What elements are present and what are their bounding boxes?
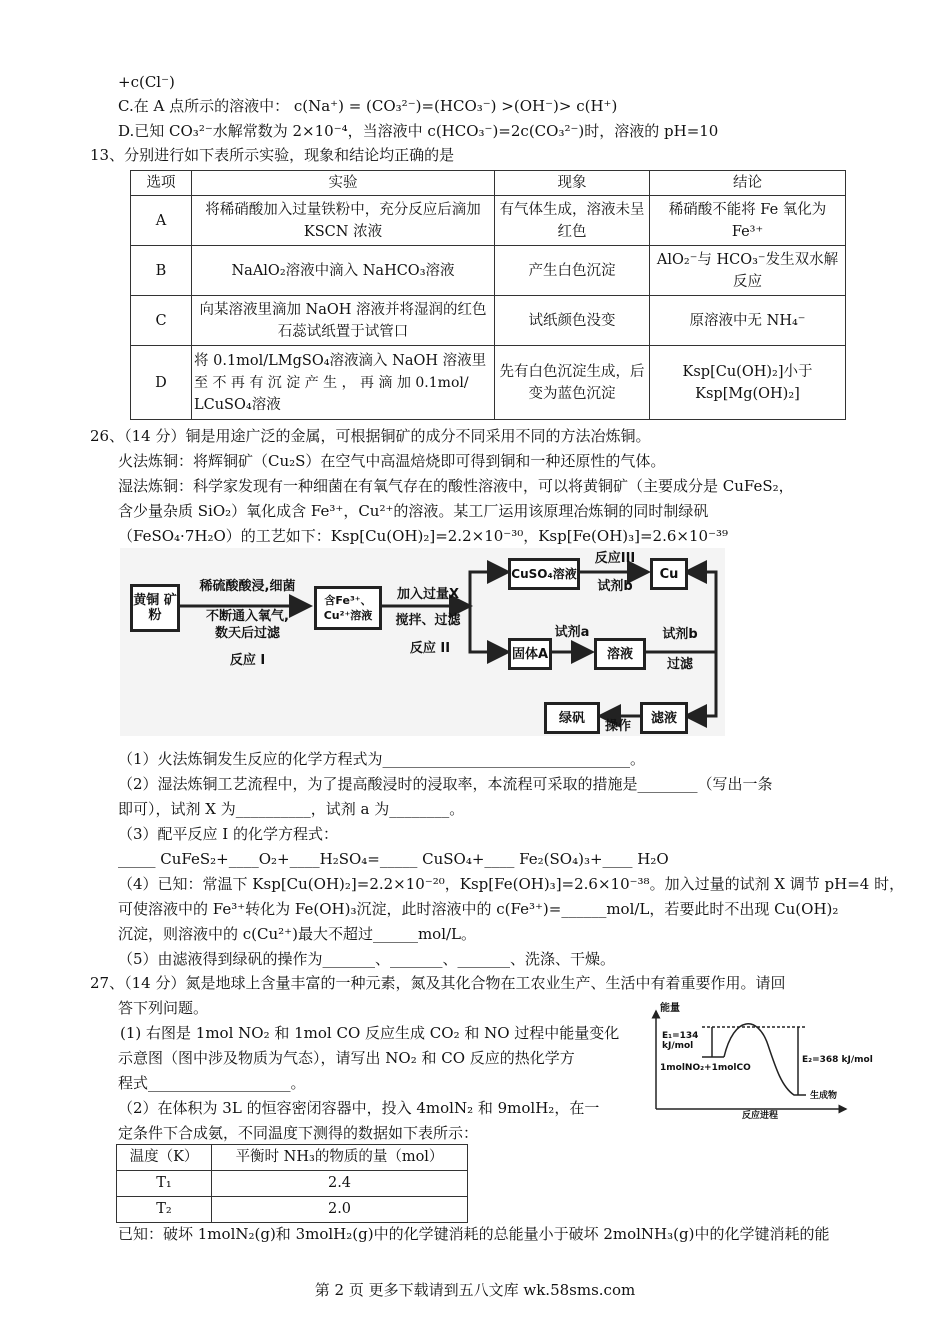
table-cell: 有气体生成，溶液未呈红色 (495, 196, 650, 246)
text-line: 程式___________________。 (118, 1074, 306, 1092)
sub-question-1: (1) 右图是 1mol NO₂ 和 1mol CO 反应生成 CO₂ 和 NO 过程中能量变化 (120, 1024, 620, 1042)
table-cell: T₂ (117, 1197, 212, 1223)
cell-line: Ksp[Mg(OH)₂] (695, 385, 800, 402)
e1-label: E₁=134 (662, 1031, 699, 1041)
table-cell: C (131, 296, 192, 346)
table-cell: NaAlO₂溶液中滴入 NaHCO₃溶液 (192, 246, 495, 296)
table-cell: AlO₂⁻与 HCO₃⁻发生双水解反应 (650, 246, 846, 296)
table-cell: 原溶液中无 NH₄⁻ (650, 296, 846, 346)
filtrate-box: 滤液 (640, 702, 688, 734)
table-cell: T₁ (117, 1171, 212, 1197)
flow-label: 试剂b (597, 579, 633, 594)
text-line: 沉淀，则溶液中的 c(Cu²⁺)最大不超过______mol/L。 (118, 925, 477, 943)
ore-box: 黄铜 矿粉 (130, 584, 180, 632)
text-line: 已知：破坏 1molN₂(g)和 3molH₂(g)中的化学键消耗的总能量小于破坏 2molNH₃(g)中的化学键消耗的能 (118, 1225, 830, 1243)
sub-question-2: （2）在体积为 3L 的恒容密闭容器中，投入 4molN₂ 和 9molH₂，在一 (118, 1099, 600, 1117)
table-header: 结论 (650, 171, 846, 196)
text-line: 即可），试剂 X 为__________，试剂 a 为________。 (118, 800, 465, 818)
table-row (117, 1197, 468, 1223)
table-header: 现象 (495, 171, 650, 196)
table-row (131, 196, 846, 246)
process-flow-diagram (120, 548, 725, 736)
flow-label: 试剂a (554, 625, 590, 640)
table-cell (650, 346, 846, 420)
table-row (131, 346, 846, 420)
flow-label: 不断通入氧气, 数天后过滤 (206, 609, 289, 641)
solid-a-box: 固体A (508, 638, 552, 670)
cell-line: Ksp[Cu(OH)₂]小于 (682, 363, 813, 380)
table-cell: 稀硝酸不能将 Fe 氧化为 Fe³⁺ (650, 196, 846, 246)
equation: _____ CuFeS₂+____O₂+____H₂SO₄=_____ CuSO₄+____ Fe₂(SO₄)₃+____ H₂O (118, 850, 669, 868)
question-27: 27、（14 分）氮是地球上含量丰富的一种元素，氮及其化合物在工农业生产、生活中有着重要作用。请回 (90, 974, 786, 992)
sub-question-4: （4）已知：常温下 Ksp[Cu(OH)₂]=2.2×10⁻²⁰，Ksp[Fe(OH)₃]=2.6×10⁻³⁸。加入过量的试剂 X 调节 pH=4 时， (118, 875, 905, 893)
e1-unit: kJ/mol (662, 1041, 694, 1051)
text-line: 定条件下合成氨，不同温度下测得的数据如下表所示： (118, 1124, 479, 1142)
table-cell: 试纸颜色没变 (495, 296, 650, 346)
flow-label: 过滤 (666, 657, 693, 672)
table-cell: A (131, 196, 192, 246)
energy-diagram (646, 1003, 873, 1123)
table-cell: 先有白色沉淀生成，后变为蓝色沉淀 (495, 346, 650, 420)
text-line: 含少量杂质 SiO₂）氧化成含 Fe³⁺，Cu²⁺的溶液。某工厂运用该原理冶炼铜的同时制绿矾 (118, 502, 709, 520)
text-line: +c(Cl⁻) (118, 73, 175, 91)
solution-box: 溶液 (594, 638, 646, 670)
table-header: 温度（K） (117, 1145, 212, 1171)
solution-box: 含Fe³⁺、 Cu²⁺溶液 (314, 586, 382, 630)
green-vitriol-box: 绿矾 (544, 702, 600, 734)
table-cell: 向某溶液里滴加 NaOH 溶液并将湿润的红色石蕊试纸置于试管口 (192, 296, 495, 346)
reactants-label: 1molNO₂+1molCO (660, 1063, 751, 1073)
cu-box: Cu (650, 558, 688, 590)
flow-label: 加入过量X (396, 587, 460, 602)
text-line: 可使溶液中的 Fe³⁺转化为 Fe(OH)₃沉淀，此时溶液中的 c(Fe³⁺)=______mol/L，若要此时不出现 Cu(OH)₂ (118, 900, 839, 918)
flow-label: 反应 II (409, 641, 451, 656)
text-line: 湿法炼铜：科学家发现有一种细菌在有氧气存在的酸性溶液中，可以将黄铜矿（主要成分是 CuFeS₂， (118, 477, 794, 495)
cell-line: LCuSO₄溶液 (194, 396, 281, 413)
text-line: 示意图（图中涉及物质为气态），请写出 NO₂ 和 CO 反应的热化学方 (118, 1049, 575, 1067)
table-cell: 2.4 (212, 1171, 468, 1197)
table-cell: 将稀硝酸加入过量铁粉中，充分反应后滴加 KSCN 浓液 (192, 196, 495, 246)
flow-label: 搅拌、过滤 (395, 613, 461, 628)
question-13: 13、分别进行如下表所示实验，现象和结论均正确的是 (90, 146, 455, 164)
table-cell: B (131, 246, 192, 296)
flow-label: 稀硫酸酸浸,细菌 (199, 579, 296, 594)
e2-label: E₂=368 kJ/mol (802, 1055, 873, 1065)
question-26: 26、（14 分）铜是用途广泛的金属，可根据铜矿的成分不同采用不同的方法冶炼铜。 (90, 427, 651, 445)
text-line: 答下列问题。 (118, 999, 209, 1017)
chart-xlabel: 反应进程 (742, 1111, 779, 1121)
table-row (117, 1171, 468, 1197)
option-c: C.在 A 点所示的溶液中： c(Na⁺) = (CO₃²⁻)=(HCO₃⁻) >(OH⁻)> c(H⁺) (118, 97, 618, 115)
cell-line: 至 不 再 有 沉 淀 产 生 ， 再 滴 加 0.1mol/ (194, 374, 469, 391)
flow-label: 反应III (594, 551, 636, 566)
chart-ylabel: 能量 (660, 1003, 680, 1014)
flow-label: 反应 I (229, 653, 266, 668)
table-header: 实验 (192, 171, 495, 196)
table-cell: D (131, 346, 192, 420)
sub-question-3: （3）配平反应 I 的化学方程式： (118, 825, 339, 843)
sub-question-2: （2）湿法炼铜工艺流程中，为了提高酸浸时的浸取率，本流程可采取的措施是________（写出一条 (118, 775, 773, 793)
text-line: 火法炼铜：将辉铜矿（Cu₂S）在空气中高温焙烧即可得到铜和一种还原性的气体。 (118, 452, 666, 470)
table-row (131, 246, 846, 296)
sub-question-1: （1）火法炼铜发生反应的化学方程式为_________________________________。 (118, 750, 646, 768)
ammonia-table (116, 1144, 468, 1223)
table-cell: 产生白色沉淀 (495, 246, 650, 296)
option-d: D.已知 CO₃²⁻水解常数为 2×10⁻⁴，当溶液中 c(HCO₃⁻)=2c(CO₃²⁻)时，溶液的 pH=10 (118, 122, 719, 140)
products-label: 生成物 (810, 1091, 838, 1101)
experiment-table (130, 170, 846, 420)
table-header: 平衡时 NH₃的物质的量（mol） (212, 1145, 468, 1171)
table-cell (192, 346, 495, 420)
table-row (131, 296, 846, 346)
flow-label: 操作 (604, 719, 631, 734)
page-footer: 第 2 页 更多下载请到五八文库 wk.58sms.com (314, 1281, 636, 1299)
cuso4-box: CuSO₄溶液 (508, 558, 580, 590)
sub-question-5: （5）由滤液得到绿矾的操作为_______、_______、_______、洗涤、干燥。 (118, 950, 616, 968)
cell-line: 将 0.1mol/LMgSO₄溶液滴入 NaOH 溶液里 (194, 352, 487, 369)
flow-label: 试剂b (662, 627, 698, 642)
text-line: （FeSO₄·7H₂O）的工艺如下：Ksp[Cu(OH)₂]=2.2×10⁻³⁰，Ksp[Fe(OH)₃]=2.6×10⁻³⁹ (118, 527, 729, 545)
table-cell: 2.0 (212, 1197, 468, 1223)
table-header: 选项 (131, 171, 192, 196)
